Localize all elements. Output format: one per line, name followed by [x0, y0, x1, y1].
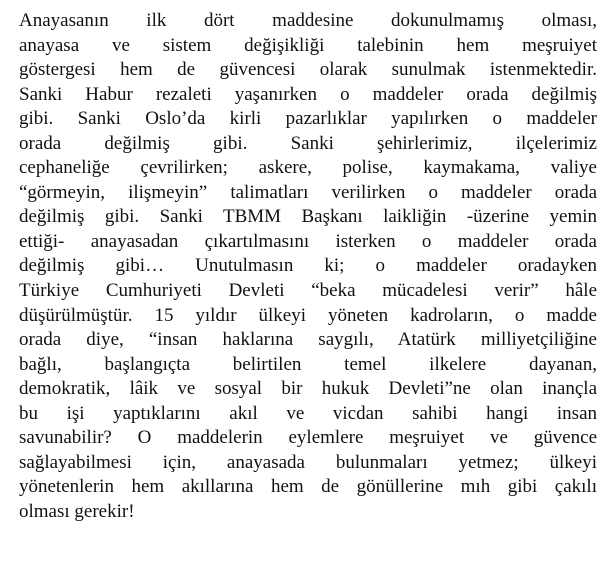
text-line: değilmiş gibi… Unutulmasın ki; o maddeler oradayken	[19, 255, 597, 277]
text-line: savunabilir? O maddelerin eylemlere meşruiyet ve güvence	[19, 427, 597, 449]
text-line: düşürülmüştür. 15 yıldır ülkeyi yöneten kadroların, o madde	[19, 304, 597, 326]
text-line: bağlı, başlangıçta belirtilen temel ilkelere dayanan,	[19, 353, 597, 375]
text-line-last: olması gerekir!	[19, 500, 135, 522]
text-line: anayasa ve sistem değişikliği talebinin hem meşruiyet	[19, 34, 597, 56]
text-line: yönetenlerin hem akıllarına hem de gönüllerine mıh gibi çakılı	[19, 476, 597, 498]
text-line: Anayasanın ilk dört maddesine dokunulmamış olması,	[19, 10, 597, 31]
text-line: Türkiye Cumhuriyeti Devleti “beka mücadelesi verir” hâle	[19, 280, 597, 302]
text-line: değilmiş gibi. Sanki TBMM Başkanı laikliğin -üzerine yemin	[19, 206, 597, 228]
text-line: cephaneliğe çevrilirken; askere, polise, kaymakama, valiye	[19, 157, 597, 179]
text-line: orada diye, “insan haklarına saygılı, Atatürk milliyetçiliğine	[19, 329, 597, 351]
text-line: Sanki Habur rezaleti yaşanırken o maddeler orada değilmiş	[19, 83, 597, 105]
text-line: ettiği- anayasadan çıkartılmasını isterken o maddeler orada	[19, 230, 597, 252]
text-line: bu işi yaptıklarını akıl ve vicdan sahibi hangi insan	[19, 402, 597, 424]
article-text	[19, 9, 597, 524]
text-line: gibi. Sanki Oslo’da kirli pazarlıklar yapılırken o maddeler	[19, 108, 597, 130]
text-line: “görmeyin, ilişmeyin” talimatları verilirken o maddeler orada	[19, 181, 597, 203]
text-line: sağlayabilmesi için, anayasada bulunmaları yetmez; ülkeyi	[19, 451, 597, 473]
text-line: demokratik, lâik ve sosyal bir hukuk Devleti”ne olan inançla	[19, 378, 597, 400]
text-line: göstergesi hem de güvencesi olarak sunulmak istenmektedir.	[19, 59, 597, 81]
text-line: orada değilmiş gibi. Sanki şehirlerimiz, ilçelerimiz	[19, 132, 597, 154]
